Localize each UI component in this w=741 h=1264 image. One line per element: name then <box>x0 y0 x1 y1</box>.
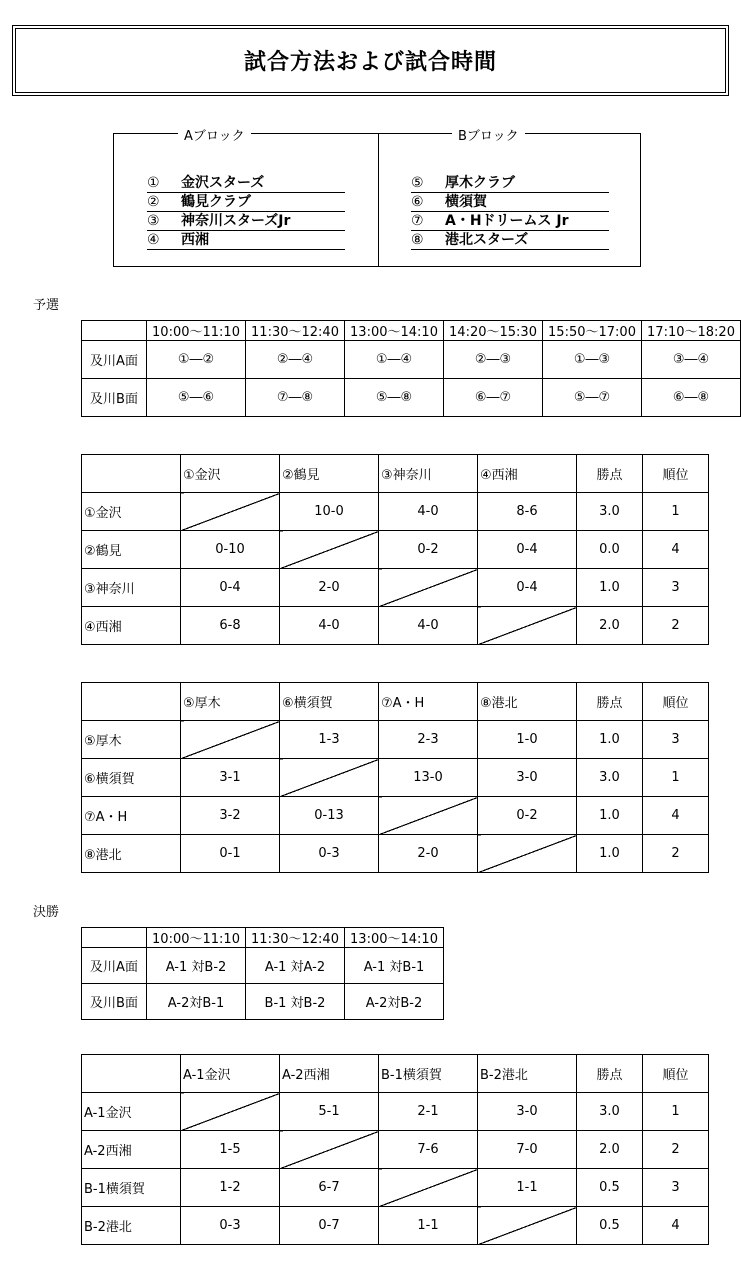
results-row <box>82 835 709 873</box>
score-cell: 5-1 <box>280 1093 379 1131</box>
time-slot: 10:00～11:10 <box>147 321 246 341</box>
self-match-cell <box>280 1131 379 1169</box>
results-row <box>82 1093 709 1131</box>
team-name: 金沢スターズ <box>181 175 265 191</box>
rank-header: 順位 <box>643 683 709 721</box>
court-name: 及川B面 <box>82 984 147 1020</box>
team-name: A・Hドリームス Jr <box>445 213 569 229</box>
points-cell: 1.0 <box>577 797 643 835</box>
match: A-2対B-2 <box>345 984 444 1020</box>
team-label: B-1横須賀 <box>82 1169 181 1207</box>
rank-cell: 2 <box>643 835 709 873</box>
results-row <box>82 1207 709 1245</box>
rank-header: 順位 <box>643 1055 709 1093</box>
time-slot: 13:00～14:10 <box>345 928 444 948</box>
time-slot: 13:00～14:10 <box>345 321 444 341</box>
team-label: ④西湘 <box>82 607 181 645</box>
score-cell: 6-7 <box>280 1169 379 1207</box>
final-schedule-table <box>81 927 444 1020</box>
team-label: ⑧港北 <box>82 835 181 873</box>
match: ⑤―⑧ <box>345 379 444 417</box>
final-label: 決勝 <box>33 905 60 920</box>
score-cell: 3-2 <box>181 797 280 835</box>
match: ①―③ <box>543 341 642 379</box>
results-row <box>82 607 709 645</box>
schedule-header-row <box>82 321 741 341</box>
match: A-1 対B-1 <box>345 948 444 984</box>
block-b-heading: Bブロック <box>452 125 525 144</box>
score-cell: 0-3 <box>280 835 379 873</box>
corner-cell <box>82 683 181 721</box>
opponent-header: A-1金沢 <box>181 1055 280 1093</box>
results-row <box>82 759 709 797</box>
rank-header: 順位 <box>643 455 709 493</box>
team-number: ③ <box>147 213 160 229</box>
points-header: 勝点 <box>577 683 643 721</box>
self-match-cell <box>379 1169 478 1207</box>
time-slot: 15:50～17:00 <box>543 321 642 341</box>
points-cell: 3.0 <box>577 1093 643 1131</box>
match: B-1 対B-2 <box>246 984 345 1020</box>
score-cell: 2-1 <box>379 1093 478 1131</box>
team-name: 鶴見クラブ <box>181 194 251 210</box>
points-cell: 3.0 <box>577 493 643 531</box>
points-cell: 1.0 <box>577 721 643 759</box>
points-cell: 0.5 <box>577 1207 643 1245</box>
opponent-header: ②鶴見 <box>280 455 379 493</box>
score-cell: 1-2 <box>181 1169 280 1207</box>
opponent-header: B-2港北 <box>478 1055 577 1093</box>
match: A-1 対B-2 <box>147 948 246 984</box>
results-header-row <box>82 455 709 493</box>
points-cell: 0.5 <box>577 1169 643 1207</box>
block-a-heading: Aブロック <box>178 125 251 144</box>
schedule-row <box>82 341 741 379</box>
rank-cell: 4 <box>643 797 709 835</box>
points-cell: 0.0 <box>577 531 643 569</box>
match: ③―④ <box>642 341 741 379</box>
court-name: 及川B面 <box>82 379 147 417</box>
team-label: ①金沢 <box>82 493 181 531</box>
team-row <box>411 193 609 212</box>
time-slot: 17:10～18:20 <box>642 321 741 341</box>
score-cell: 0-1 <box>181 835 280 873</box>
block-divider <box>378 134 379 267</box>
self-match-cell <box>379 569 478 607</box>
rank-cell: 3 <box>643 721 709 759</box>
rank-cell: 1 <box>643 1093 709 1131</box>
time-slot: 11:30～12:40 <box>246 321 345 341</box>
team-name: 西湘 <box>181 232 209 248</box>
points-header: 勝点 <box>577 455 643 493</box>
rank-cell: 1 <box>643 759 709 797</box>
score-cell: 1-1 <box>379 1207 478 1245</box>
score-cell: 4-0 <box>379 493 478 531</box>
team-label: ⑦A・H <box>82 797 181 835</box>
team-number: ④ <box>147 232 160 248</box>
team-label: A-1金沢 <box>82 1093 181 1131</box>
team-label: A-2西湘 <box>82 1131 181 1169</box>
score-cell: 1-0 <box>478 721 577 759</box>
prelim-schedule-table <box>81 320 741 417</box>
schedule-row <box>82 948 444 984</box>
team-label: ③神奈川 <box>82 569 181 607</box>
prelim-b-results-table <box>81 682 709 873</box>
points-cell: 1.0 <box>577 835 643 873</box>
results-row <box>82 1131 709 1169</box>
time-slot: 11:30～12:40 <box>246 928 345 948</box>
points-cell: 3.0 <box>577 759 643 797</box>
results-row <box>82 1169 709 1207</box>
title-box <box>12 25 729 96</box>
opponent-header: ③神奈川 <box>379 455 478 493</box>
score-cell: 0-10 <box>181 531 280 569</box>
team-row <box>147 174 345 193</box>
match: ⑦―⑧ <box>246 379 345 417</box>
team-number: ① <box>147 175 160 191</box>
team-row <box>411 174 609 193</box>
results-row <box>82 721 709 759</box>
self-match-cell <box>181 493 280 531</box>
self-match-cell <box>181 721 280 759</box>
score-cell: 1-5 <box>181 1131 280 1169</box>
rank-cell: 2 <box>643 607 709 645</box>
team-name: 神奈川スターズJr <box>181 213 291 229</box>
score-cell: 0-13 <box>280 797 379 835</box>
block-box <box>113 129 641 267</box>
opponent-header: A-2西湘 <box>280 1055 379 1093</box>
self-match-cell <box>478 1207 577 1245</box>
team-number: ⑦ <box>411 213 424 229</box>
score-cell: 13-0 <box>379 759 478 797</box>
corner-cell <box>82 1055 181 1093</box>
match: A-1 対A-2 <box>246 948 345 984</box>
schedule-row <box>82 984 444 1020</box>
score-cell: 2-0 <box>280 569 379 607</box>
score-cell: 10-0 <box>280 493 379 531</box>
team-label: ②鶴見 <box>82 531 181 569</box>
score-cell: 0-4 <box>181 569 280 607</box>
court-name: 及川A面 <box>82 341 147 379</box>
prelim-label: 予選 <box>33 298 60 313</box>
score-cell: 2-0 <box>379 835 478 873</box>
final-results-table <box>81 1054 709 1245</box>
score-cell: 4-0 <box>379 607 478 645</box>
rank-cell: 3 <box>643 1169 709 1207</box>
match: ②―④ <box>246 341 345 379</box>
score-cell: 8-6 <box>478 493 577 531</box>
rank-cell: 2 <box>643 1131 709 1169</box>
score-cell: 3-1 <box>181 759 280 797</box>
team-number: ⑥ <box>411 194 424 210</box>
results-header-row <box>82 683 709 721</box>
corner-cell <box>82 928 147 948</box>
schedule-row <box>82 379 741 417</box>
team-number: ⑤ <box>411 175 424 191</box>
self-match-cell <box>181 1093 280 1131</box>
team-name: 横須賀 <box>445 194 487 210</box>
opponent-header: ⑤厚木 <box>181 683 280 721</box>
opponent-header: ⑧港北 <box>478 683 577 721</box>
block-b-team-list <box>411 174 609 250</box>
points-cell: 2.0 <box>577 1131 643 1169</box>
score-cell: 1-3 <box>280 721 379 759</box>
results-row <box>82 569 709 607</box>
rank-cell: 4 <box>643 531 709 569</box>
team-label: B-2港北 <box>82 1207 181 1245</box>
team-label: ⑥横須賀 <box>82 759 181 797</box>
team-name: 厚木クラブ <box>445 175 515 191</box>
team-row <box>147 231 345 250</box>
rank-cell: 4 <box>643 1207 709 1245</box>
team-number: ⑧ <box>411 232 424 248</box>
score-cell: 0-7 <box>280 1207 379 1245</box>
score-cell: 4-0 <box>280 607 379 645</box>
match: ①―④ <box>345 341 444 379</box>
team-row <box>147 193 345 212</box>
self-match-cell <box>280 531 379 569</box>
team-row <box>147 212 345 231</box>
team-name: 港北スターズ <box>445 232 529 248</box>
self-match-cell <box>280 759 379 797</box>
score-cell: 3-0 <box>478 1093 577 1131</box>
page-title: 試合方法および試合時間 <box>243 50 497 75</box>
results-header-row <box>82 1055 709 1093</box>
opponent-header: ⑥横須賀 <box>280 683 379 721</box>
score-cell: 7-0 <box>478 1131 577 1169</box>
schedule-header-row <box>82 928 444 948</box>
score-cell: 1-1 <box>478 1169 577 1207</box>
match: ⑥―⑦ <box>444 379 543 417</box>
court-name: 及川A面 <box>82 948 147 984</box>
opponent-header: B-1横須賀 <box>379 1055 478 1093</box>
time-slot: 14:20～15:30 <box>444 321 543 341</box>
match: ①―② <box>147 341 246 379</box>
score-cell: 6-8 <box>181 607 280 645</box>
time-slot: 10:00～11:10 <box>147 928 246 948</box>
score-cell: 0-4 <box>478 531 577 569</box>
points-cell: 1.0 <box>577 569 643 607</box>
score-cell: 0-3 <box>181 1207 280 1245</box>
match: ⑤―⑥ <box>147 379 246 417</box>
opponent-header: ④西湘 <box>478 455 577 493</box>
score-cell: 2-3 <box>379 721 478 759</box>
points-cell: 2.0 <box>577 607 643 645</box>
team-row <box>411 231 609 250</box>
corner-cell <box>82 455 181 493</box>
rank-cell: 3 <box>643 569 709 607</box>
block-a-team-list <box>147 174 345 250</box>
match: A-2対B-1 <box>147 984 246 1020</box>
team-row <box>411 212 609 231</box>
match: ⑤―⑦ <box>543 379 642 417</box>
opponent-header: ①金沢 <box>181 455 280 493</box>
score-cell: 3-0 <box>478 759 577 797</box>
results-row <box>82 493 709 531</box>
results-row <box>82 797 709 835</box>
opponent-header: ⑦A・H <box>379 683 478 721</box>
rank-cell: 1 <box>643 493 709 531</box>
match: ⑥―⑧ <box>642 379 741 417</box>
score-cell: 7-6 <box>379 1131 478 1169</box>
score-cell: 0-2 <box>478 797 577 835</box>
score-cell: 0-4 <box>478 569 577 607</box>
team-number: ② <box>147 194 160 210</box>
self-match-cell <box>478 607 577 645</box>
self-match-cell <box>478 835 577 873</box>
points-header: 勝点 <box>577 1055 643 1093</box>
prelim-a-results-table <box>81 454 709 645</box>
corner-cell <box>82 321 147 341</box>
match: ②―③ <box>444 341 543 379</box>
self-match-cell <box>379 797 478 835</box>
team-label: ⑤厚木 <box>82 721 181 759</box>
results-row <box>82 531 709 569</box>
score-cell: 0-2 <box>379 531 478 569</box>
